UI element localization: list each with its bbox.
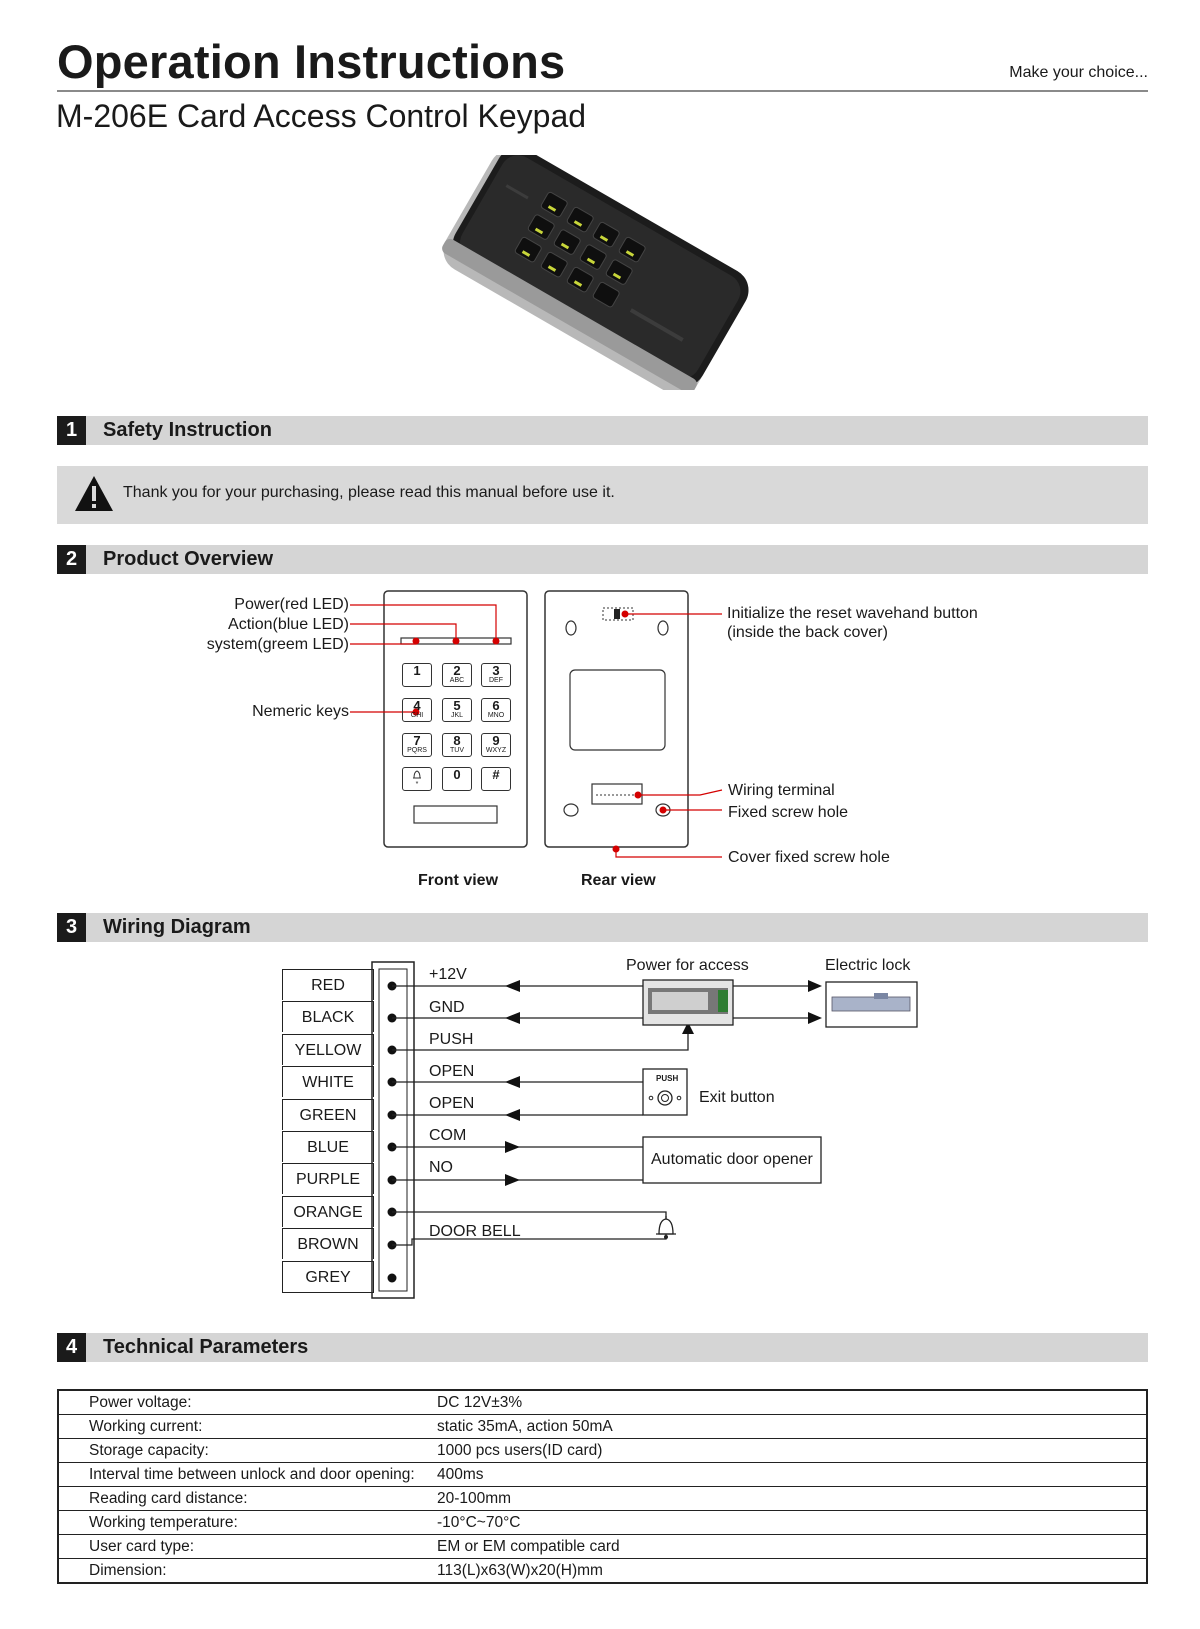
signal-com: COM [429,1127,467,1144]
key-number: 7 [413,733,421,748]
key-letters: JKL [450,712,464,719]
section-title: Safety Instruction [103,419,272,441]
param-value: EM or EM compatible card [437,1535,1147,1559]
signal-door-bell: DOOR BELL [429,1223,521,1240]
key-letters: * [415,781,419,788]
keypad-key [481,733,511,757]
wiring-diagram [0,955,1200,1315]
param-name: Working temperature: [58,1511,437,1535]
param-name: User card type: [58,1535,437,1559]
electric-lock [826,982,917,1027]
caption-front-view: Front view [418,872,499,889]
label-system-led: system(greem LED) [206,636,349,653]
section-header-overview [57,545,1148,574]
label-door-opener: Automatic door opener [651,1151,813,1168]
safety-text: Thank you for your purchasing, please read this manual before use it. [123,484,615,501]
section-title: Product Overview [103,548,274,570]
wire-color-cell: YELLOW [282,1034,374,1065]
section-number: 2 [57,545,86,574]
technical-parameters-table [57,1389,1148,1584]
label-wiring-terminal: Wiring terminal [728,782,835,799]
label-reset-button: Initialize the reset wavehand button [727,605,978,622]
keypad-key [402,733,432,757]
param-name: Working current: [58,1415,437,1439]
section-number: 3 [57,913,86,942]
key-number: 1 [413,663,421,678]
wire-color-cell: GREEN [282,1099,374,1130]
param-name: Dimension: [58,1559,437,1584]
label-exit-button: Exit button [699,1089,775,1106]
table-row [58,1439,1147,1463]
key-letters: GHI [410,712,424,719]
keypad-key [442,767,472,791]
wire-color-cell: GREY [282,1261,374,1293]
key-number: 2 [453,663,461,678]
keypad-key [402,698,432,722]
front-keypad [400,663,515,803]
key-letters: DEF [489,677,503,684]
keypad-key [481,698,511,722]
table-row [58,1535,1147,1559]
keypad-key [442,663,472,687]
key-number: 9 [492,733,500,748]
key-number: # [492,767,500,782]
wire-color-cell: BLUE [282,1131,374,1162]
keypad-key [402,767,432,791]
label-reset-note: (inside the back cover) [727,624,888,641]
key-letters: ABC [449,677,465,684]
keypad-key [442,733,472,757]
label-cover-screw-hole: Cover fixed screw hole [728,849,890,866]
title-divider [57,90,1148,92]
param-value: static 35mA, action 50mA [437,1415,1147,1439]
wire-color-cell: RED [282,969,374,1000]
signal-12v: +12V [429,966,467,983]
power-supply-unit [643,980,733,1025]
table-row [58,1390,1147,1415]
product-overview-diagram [0,585,1200,870]
label-power-led: Power(red LED) [234,596,349,613]
key-number: 6 [492,698,500,713]
wire-color-cell: ORANGE [282,1196,374,1227]
key-number: 4 [413,698,421,713]
signal-push: PUSH [429,1031,474,1048]
exit-button-push-text: PUSH [656,1074,679,1083]
signal-open-2: OPEN [429,1095,475,1112]
keypad-product-photo [425,155,765,390]
wire-color-cell: WHITE [282,1066,374,1097]
signal-gnd: GND [429,999,465,1016]
signal-no: NO [429,1159,453,1176]
door-bell-icon [656,1216,676,1239]
label-electric-lock: Electric lock [825,957,911,974]
param-value: -10°C~70°C [437,1511,1147,1535]
key-number: 3 [492,663,500,678]
section-number: 4 [57,1333,86,1362]
key-number: 8 [453,733,461,748]
param-name: Interval time between unlock and door opening: [58,1463,437,1487]
key-number: 0 [453,767,461,782]
keypad-key [442,698,472,722]
page-subtitle: M-206E Card Access Control Keypad [56,98,587,134]
wire-color-cell: PURPLE [282,1163,374,1194]
wire-color-cell: BLACK [282,1001,374,1032]
param-name: Power voltage: [58,1390,437,1415]
key-letters: PQRS [407,747,427,754]
section-header-wiring [57,913,1148,942]
table-row [58,1559,1147,1584]
param-value: 400ms [437,1463,1147,1487]
table-row [58,1487,1147,1511]
section-header-parameters [57,1333,1148,1362]
table-row [58,1511,1147,1535]
label-numeric-keys: Nemeric keys [252,703,349,720]
keypad-key [481,767,511,791]
page-title: Operation Instructions [57,35,566,88]
section-title: Wiring Diagram [103,916,251,938]
bell-icon [411,769,423,781]
key-letters: WXYZ [485,747,507,754]
param-value: 113(L)x63(W)x20(H)mm [437,1559,1147,1584]
key-letters: TUV [450,747,464,754]
label-fixed-screw-hole: Fixed screw hole [728,804,849,821]
table-row [58,1463,1147,1487]
param-value: 1000 pcs users(ID card) [437,1439,1147,1463]
section-header-safety [57,416,1148,445]
label-power-for-access: Power for access [626,957,749,974]
table-row [58,1415,1147,1439]
label-action-led: Action(blue LED) [228,616,349,633]
section-title: Technical Parameters [103,1336,309,1358]
param-name: Storage capacity: [58,1439,437,1463]
caption-rear-view: Rear view [581,872,656,889]
safety-notice [57,466,1148,524]
wire-color-cell: BROWN [282,1228,374,1259]
keypad-key [402,663,432,687]
param-value: DC 12V±3% [437,1390,1147,1415]
section-number: 1 [57,416,86,445]
warning-icon [74,475,114,512]
signal-open-1: OPEN [429,1063,475,1080]
keypad-key [481,663,511,687]
card-slot [414,806,497,823]
key-number: 5 [453,698,461,713]
param-name: Reading card distance: [58,1487,437,1511]
tagline: Make your choice... [1009,64,1148,81]
key-letters: MNO [487,712,505,719]
param-value: 20-100mm [437,1487,1147,1511]
